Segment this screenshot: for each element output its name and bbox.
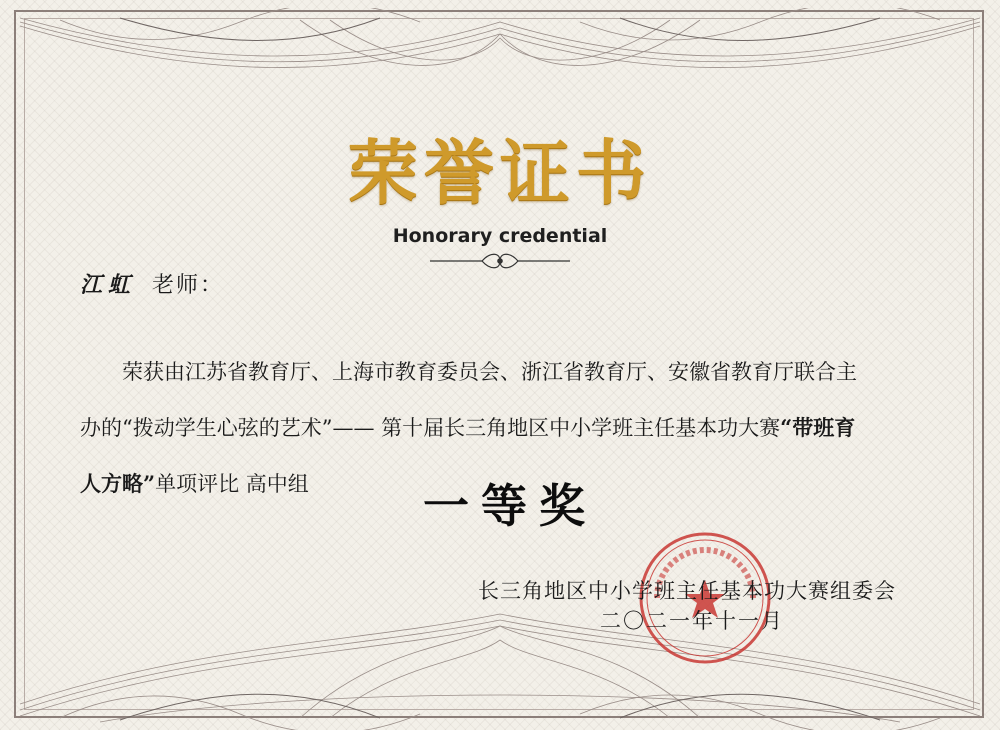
citation-line-1: 荣获由江苏省教育厅、上海市教育委员会、浙江省教育厅、安徽省教育厅联合主 <box>122 360 857 384</box>
citation-line-3-text: 单项评比 高中组 <box>155 472 309 496</box>
citation-line-2 <box>80 400 970 456</box>
certificate-title: 荣誉证书 <box>348 132 652 214</box>
issue-date: 二〇二一年十一月 <box>600 609 784 633</box>
citation-highlight-1: “带班育 <box>780 415 856 440</box>
organizer-name: 长三角地区中小学班主任基本功大赛组委会 <box>478 579 896 603</box>
award-level: 一等奖 <box>423 479 597 533</box>
recipient-honorific: 老师： <box>152 273 225 298</box>
flourish-ornament <box>420 250 580 272</box>
recipient-name: 江虹 <box>80 272 137 298</box>
certificate-subtitle: Honorary credential <box>392 225 608 247</box>
recipient-line <box>80 268 224 303</box>
citation-highlight-2: 人方略” <box>80 471 156 496</box>
citation-line-2-text: 办的“拨动学生心弦的艺术”—— 第十届长三角地区中小学班主任基本功大赛 <box>80 416 781 440</box>
